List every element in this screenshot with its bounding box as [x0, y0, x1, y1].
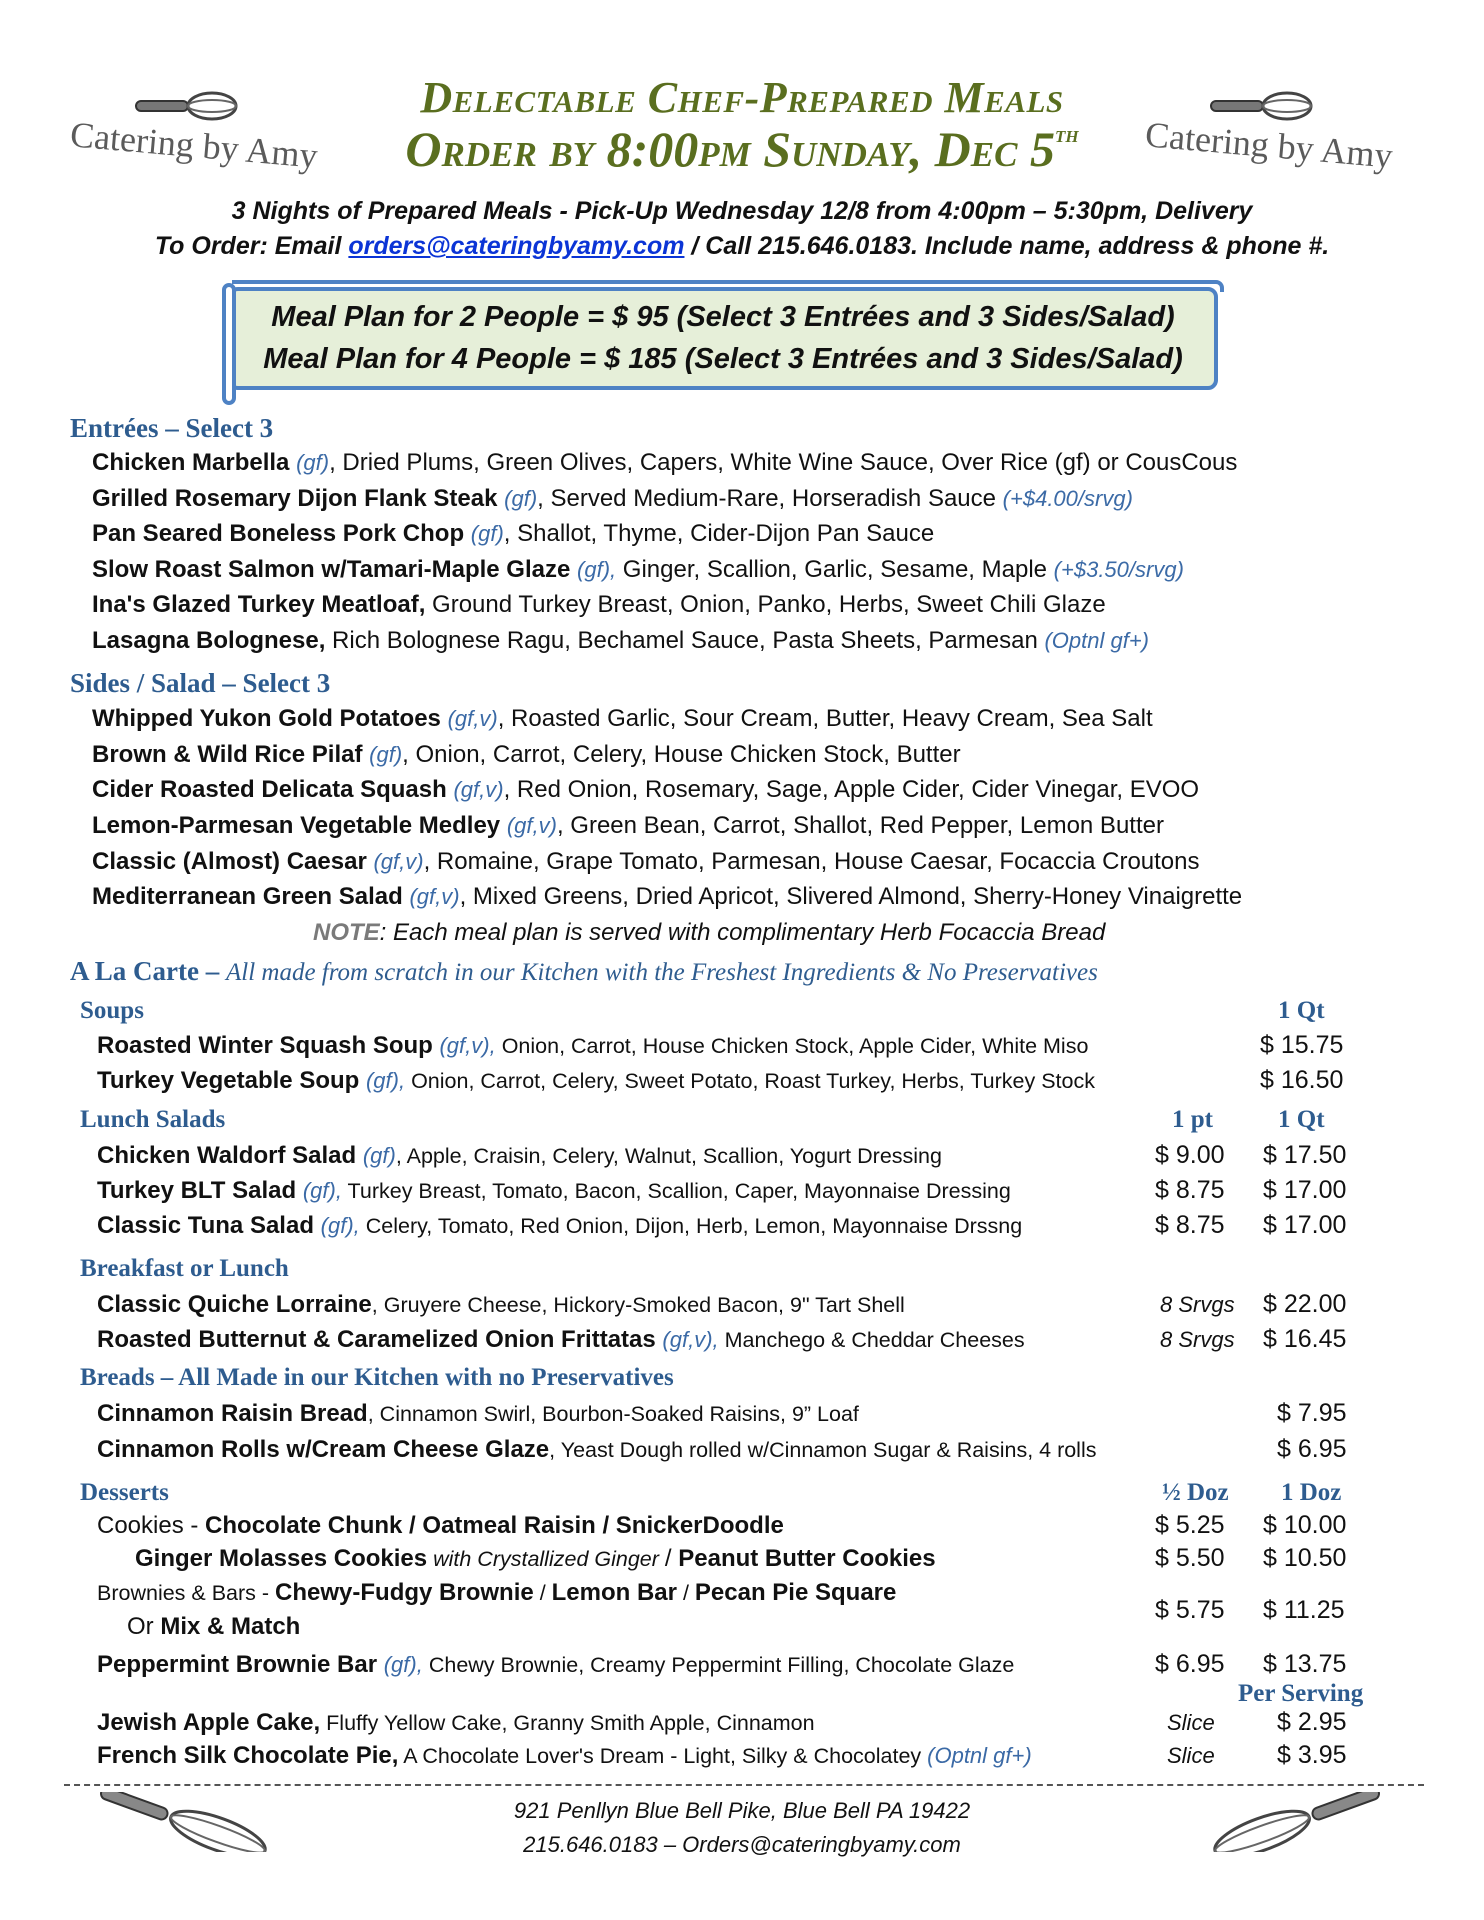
item-name: Roasted Winter Squash Soup	[97, 1032, 433, 1059]
desserts-col-doz: 1 Doz	[1281, 1479, 1342, 1506]
item-desc: , Romaine, Grape Tomato, Parmesan, House Caesar, Focaccia Croutons	[423, 848, 1200, 875]
price-half: $ 5.25	[1155, 1511, 1225, 1539]
item-name: Mediterranean Green Salad	[92, 883, 403, 910]
item-desc: Turkey Breast, Tomato, Bacon, Scallion, Caper, Mayonnaise Dressing	[341, 1179, 1011, 1203]
table-row	[97, 1436, 1097, 1464]
list-item	[92, 627, 1149, 655]
lunch-salads-heading: Lunch Salads	[80, 1106, 226, 1133]
separator: /	[664, 1545, 679, 1572]
per-serving-header: Per Serving	[1238, 1680, 1364, 1707]
price-doz: $ 11.25	[1263, 1596, 1345, 1624]
price: $ 3.95	[1277, 1741, 1347, 1769]
diet-tag: (gf,v)	[409, 884, 460, 909]
breads-heading: Breads – All Made in our Kitchen with no Preservatives	[80, 1364, 674, 1391]
item-desc: , Cinnamon Swirl, Bourbon-Soaked Raisins, 9” Loaf	[367, 1402, 859, 1426]
brownies-label: Brownies & Bars -	[97, 1581, 276, 1605]
diet-tag: (gf)	[362, 1143, 396, 1168]
item-name: Slow Roast Salmon w/Tamari-Maple Glaze	[92, 556, 571, 583]
table-row	[97, 1400, 859, 1428]
item-name: Peanut Butter Cookies	[678, 1545, 936, 1572]
item-desc: , Gruyere Cheese, Hickory-Smoked Bacon, 9" Tart Shell	[371, 1293, 905, 1317]
item-desc: Ginger, Scallion, Garlic, Sesame, Maple	[616, 556, 1054, 583]
lunch-col-pt: 1 pt	[1172, 1106, 1213, 1133]
breakfast-heading: Breakfast or Lunch	[80, 1255, 289, 1282]
diet-tag: (gf,v)	[453, 777, 504, 802]
item-desc: with Crystallized Ginger	[427, 1547, 665, 1571]
list-item	[92, 485, 1133, 513]
desserts-col-half: ½ Doz	[1162, 1479, 1229, 1506]
item-desc: , Dried Plums, Green Olives, Capers, White Wine Sauce, Over Rice (gf) or CousCous	[329, 449, 1238, 476]
entrees-heading: Entrées – Select 3	[70, 413, 274, 443]
a-la-carte-heading	[70, 956, 1098, 987]
item-name: Whipped Yukon Gold Potatoes	[92, 705, 441, 732]
price-doz: $ 13.75	[1263, 1650, 1347, 1678]
item-name: Lasagna Bolognese,	[92, 627, 326, 654]
item-name: French Silk Chocolate Pie,	[97, 1742, 399, 1769]
item-name: Classic Tuna Salad	[97, 1212, 314, 1239]
item-name: Cinnamon Raisin Bread	[97, 1400, 368, 1427]
price-qt: $ 15.75	[1260, 1031, 1344, 1059]
item-name: Jewish Apple Cake,	[97, 1709, 321, 1736]
diet-tag: (gf,v)	[373, 849, 424, 874]
item-name: Mix & Match	[160, 1613, 301, 1640]
diet-tag: (gf),	[302, 1178, 342, 1203]
item-name: Chocolate Chunk / Oatmeal Raisin / SnickerDoodle	[205, 1512, 784, 1539]
table-row	[97, 1651, 1014, 1679]
item-desc: A Chocolate Lover's Dream - Light, Silky & Chocolatey	[398, 1744, 928, 1768]
a-la-carte-tagline: All made from scratch in our Kitchen with the Freshest Ingredients & No Preservatives	[225, 959, 1098, 986]
lunch-col-qt: 1 Qt	[1278, 1106, 1325, 1133]
unit: Slice	[1167, 1710, 1215, 1735]
price-qt: $ 17.00	[1263, 1211, 1347, 1239]
order-deadline-sup: th	[1054, 122, 1079, 148]
page-title: Delectable Chef-Prepared Meals	[420, 73, 1064, 122]
price-doz: $ 10.00	[1263, 1511, 1347, 1539]
scroll-decoration	[232, 280, 1224, 292]
price: $ 2.95	[1277, 1708, 1347, 1736]
order-deadline-title	[0, 120, 1484, 178]
item-name: Classic (Almost) Caesar	[92, 848, 367, 875]
unit: Slice	[1167, 1743, 1215, 1768]
price-pt: $ 8.75	[1155, 1211, 1225, 1239]
item-name: Pan Seared Boneless Pork Chop	[92, 520, 465, 547]
order-deadline-text: Order by 8:00pm Sunday, Dec 5	[405, 121, 1055, 177]
item-name: Brown & Wild Rice Pilaf	[92, 741, 363, 768]
order-info	[0, 232, 1484, 261]
item-name: Chewy-Fudgy Brownie	[275, 1579, 534, 1606]
or-label: Or	[127, 1613, 161, 1640]
diet-tag: (gf,v),	[662, 1327, 719, 1352]
table-row	[97, 1142, 942, 1170]
list-item	[92, 812, 1164, 840]
table-row	[97, 1067, 1095, 1095]
item-desc: , Onion, Carrot, Celery, House Chicken Stock, Butter	[402, 741, 961, 768]
meal-plan-2: Meal Plan for 2 People = $ 95 (Select 3 Entrées and 3 Sides/Salad)	[271, 301, 1175, 333]
item-name: Chicken Waldorf Salad	[97, 1142, 357, 1169]
item-name: Lemon-Parmesan Vegetable Medley	[92, 812, 501, 839]
item-name: Grilled Rosemary Dijon Flank Steak	[92, 485, 498, 512]
item-desc: Celery, Tomato, Red Onion, Dijon, Herb, Lemon, Mayonnaise Drssng	[359, 1214, 1023, 1238]
sides-heading: Sides / Salad – Select 3	[70, 668, 331, 698]
price: $ 7.95	[1277, 1399, 1347, 1427]
table-row	[97, 1032, 1088, 1060]
item-desc: , Mixed Greens, Dried Apricot, Slivered Almond, Sherry-Honey Vinaigrette	[459, 883, 1243, 910]
a-la-carte-title: A La Carte –	[70, 956, 220, 986]
diet-tag: (gf)	[296, 450, 330, 475]
diet-tag: (gf),	[383, 1652, 423, 1677]
item-desc: , Red Onion, Rosemary, Sage, Apple Cider, Cider Vinegar, EVOO	[503, 776, 1200, 803]
item-desc: , Green Bean, Carrot, Shallot, Red Pepper, Lemon Butter	[556, 812, 1164, 839]
price-pt: $ 8.75	[1155, 1176, 1225, 1204]
list-item	[92, 776, 1199, 804]
meal-plan-note	[313, 919, 1105, 947]
diet-tag: (gf,v)	[506, 813, 557, 838]
table-row	[127, 1613, 300, 1641]
upcharge: (+$3.50/srvg)	[1053, 557, 1184, 582]
item-desc: , Apple, Craisin, Celery, Walnut, Scallion, Yogurt Dressing	[395, 1144, 942, 1168]
item-name: Lemon Bar	[551, 1579, 677, 1606]
item-desc: Onion, Carrot, House Chicken Stock, Apple Cider, White Miso	[495, 1034, 1089, 1058]
list-item	[92, 591, 1106, 619]
item-name: Pecan Pie Square	[694, 1579, 897, 1606]
item-name: Cider Roasted Delicata Squash	[92, 776, 447, 803]
diet-tag: (gf)	[470, 521, 504, 546]
price-half: $ 5.75	[1155, 1596, 1225, 1624]
item-desc: Chewy Brownie, Creamy Peppermint Filling, Chocolate Glaze	[422, 1653, 1015, 1677]
logo-left-text: Catering by Amy	[68, 114, 320, 176]
table-row	[97, 1177, 1011, 1205]
item-name: Turkey Vegetable Soup	[97, 1067, 360, 1094]
desserts-heading: Desserts	[80, 1479, 169, 1506]
table-row	[97, 1709, 815, 1737]
footer-divider	[64, 1784, 1424, 1786]
separator: /	[533, 1581, 552, 1605]
diet-tag: (gf)	[504, 486, 538, 511]
item-name: Ina's Glazed Turkey Meatloaf,	[92, 591, 426, 618]
list-item	[92, 556, 1184, 584]
logo-right-text: Catering by Amy	[1143, 114, 1395, 176]
price-half: $ 5.50	[1155, 1544, 1225, 1572]
list-item	[92, 520, 934, 548]
diet-tag: (gf)	[369, 742, 403, 767]
price-doz: $ 10.50	[1263, 1544, 1347, 1572]
soups-col-header: 1 Qt	[1278, 997, 1325, 1024]
table-row	[97, 1579, 896, 1607]
servings: 8 Srvgs	[1160, 1292, 1235, 1317]
email-link[interactable]: orders@cateringbyamy.com	[348, 232, 685, 260]
item-name: Ginger Molasses Cookies	[135, 1545, 428, 1572]
item-desc: Ground Turkey Breast, Onion, Panko, Herbs, Sweet Chili Glaze	[425, 591, 1106, 618]
item-desc: Manchego & Cheddar Cheeses	[718, 1328, 1025, 1352]
diet-tag: (Optnl gf+)	[927, 1743, 1032, 1768]
list-item	[92, 848, 1200, 876]
item-name: Chicken Marbella	[92, 449, 290, 476]
list-item	[92, 883, 1242, 911]
price-pt: $ 9.00	[1155, 1141, 1225, 1169]
item-desc: , Shallot, Thyme, Cider-Dijon Pan Sauce	[503, 520, 935, 547]
order-info-post: / Call 215.646.0183. Include name, address & phone #.	[684, 232, 1330, 260]
order-info-pre: To Order: Email	[154, 232, 349, 260]
price-qt: $ 17.50	[1263, 1141, 1347, 1169]
pickup-info: 3 Nights of Prepared Meals - Pick-Up Wednesday 12/8 from 4:00pm – 5:30pm, Delivery	[231, 197, 1253, 225]
item-name: Peppermint Brownie Bar	[97, 1651, 378, 1678]
item-desc: Onion, Carrot, Celery, Sweet Potato, Roast Turkey, Herbs, Turkey Stock	[405, 1069, 1095, 1093]
item-desc: Rich Bolognese Ragu, Bechamel Sauce, Pasta Sheets, Parmesan	[325, 627, 1045, 654]
table-row	[97, 1742, 1032, 1770]
table-row	[97, 1212, 1022, 1240]
item-desc: , Yeast Dough rolled w/Cinnamon Sugar & Raisins, 4 rolls	[549, 1438, 1097, 1462]
note-label: NOTE	[313, 919, 380, 946]
item-name: Turkey BLT Salad	[97, 1177, 297, 1204]
item-name: Classic Quiche Lorraine	[97, 1291, 372, 1318]
price: $ 16.45	[1263, 1325, 1347, 1353]
list-item	[92, 449, 1237, 477]
table-row	[97, 1291, 905, 1319]
item-desc: , Roasted Garlic, Sour Cream, Butter, Heavy Cream, Sea Salt	[497, 705, 1153, 732]
separator: /	[677, 1581, 695, 1605]
price-half: $ 6.95	[1155, 1650, 1225, 1678]
diet-tag: (gf),	[577, 557, 617, 582]
price-qt: $ 17.00	[1263, 1176, 1347, 1204]
note-text: : Each meal plan is served with complimentary Herb Focaccia Bread	[379, 919, 1106, 946]
meal-plan-box	[228, 287, 1218, 390]
diet-tag: (gf,v),	[439, 1033, 496, 1058]
price-qt: $ 16.50	[1260, 1066, 1344, 1094]
footer-contact: 215.646.0183 – Orders@cateringbyamy.com	[523, 1832, 961, 1857]
soups-heading: Soups	[80, 997, 144, 1024]
footer-address: 921 Penllyn Blue Bell Pike, Blue Bell PA 19422	[513, 1798, 971, 1823]
table-row	[97, 1512, 784, 1540]
list-item	[92, 705, 1153, 733]
item-name: Roasted Butternut & Caramelized Onion Frittatas	[97, 1326, 656, 1353]
diet-tag: (gf,v)	[447, 706, 498, 731]
servings: 8 Srvgs	[1160, 1327, 1235, 1352]
price: $ 6.95	[1277, 1435, 1347, 1463]
table-row	[97, 1326, 1025, 1354]
diet-tag: (gf),	[365, 1068, 406, 1093]
item-desc: Fluffy Yellow Cake, Granny Smith Apple, Cinnamon	[320, 1711, 815, 1735]
item-desc: , Served Medium-Rare, Horseradish Sauce	[537, 485, 1003, 512]
upcharge: (+$4.00/srvg)	[1002, 486, 1133, 511]
diet-tag: (gf),	[320, 1213, 360, 1238]
list-item	[92, 741, 961, 769]
diet-tag: (Optnl gf+)	[1044, 628, 1150, 653]
meal-plan-4: Meal Plan for 4 People = $ 185 (Select 3 Entrées and 3 Sides/Salad)	[263, 343, 1183, 375]
item-name: Cinnamon Rolls w/Cream Cheese Glaze	[97, 1436, 550, 1463]
cookies-label: Cookies -	[97, 1512, 206, 1539]
price: $ 22.00	[1263, 1290, 1347, 1318]
table-row	[135, 1545, 936, 1573]
